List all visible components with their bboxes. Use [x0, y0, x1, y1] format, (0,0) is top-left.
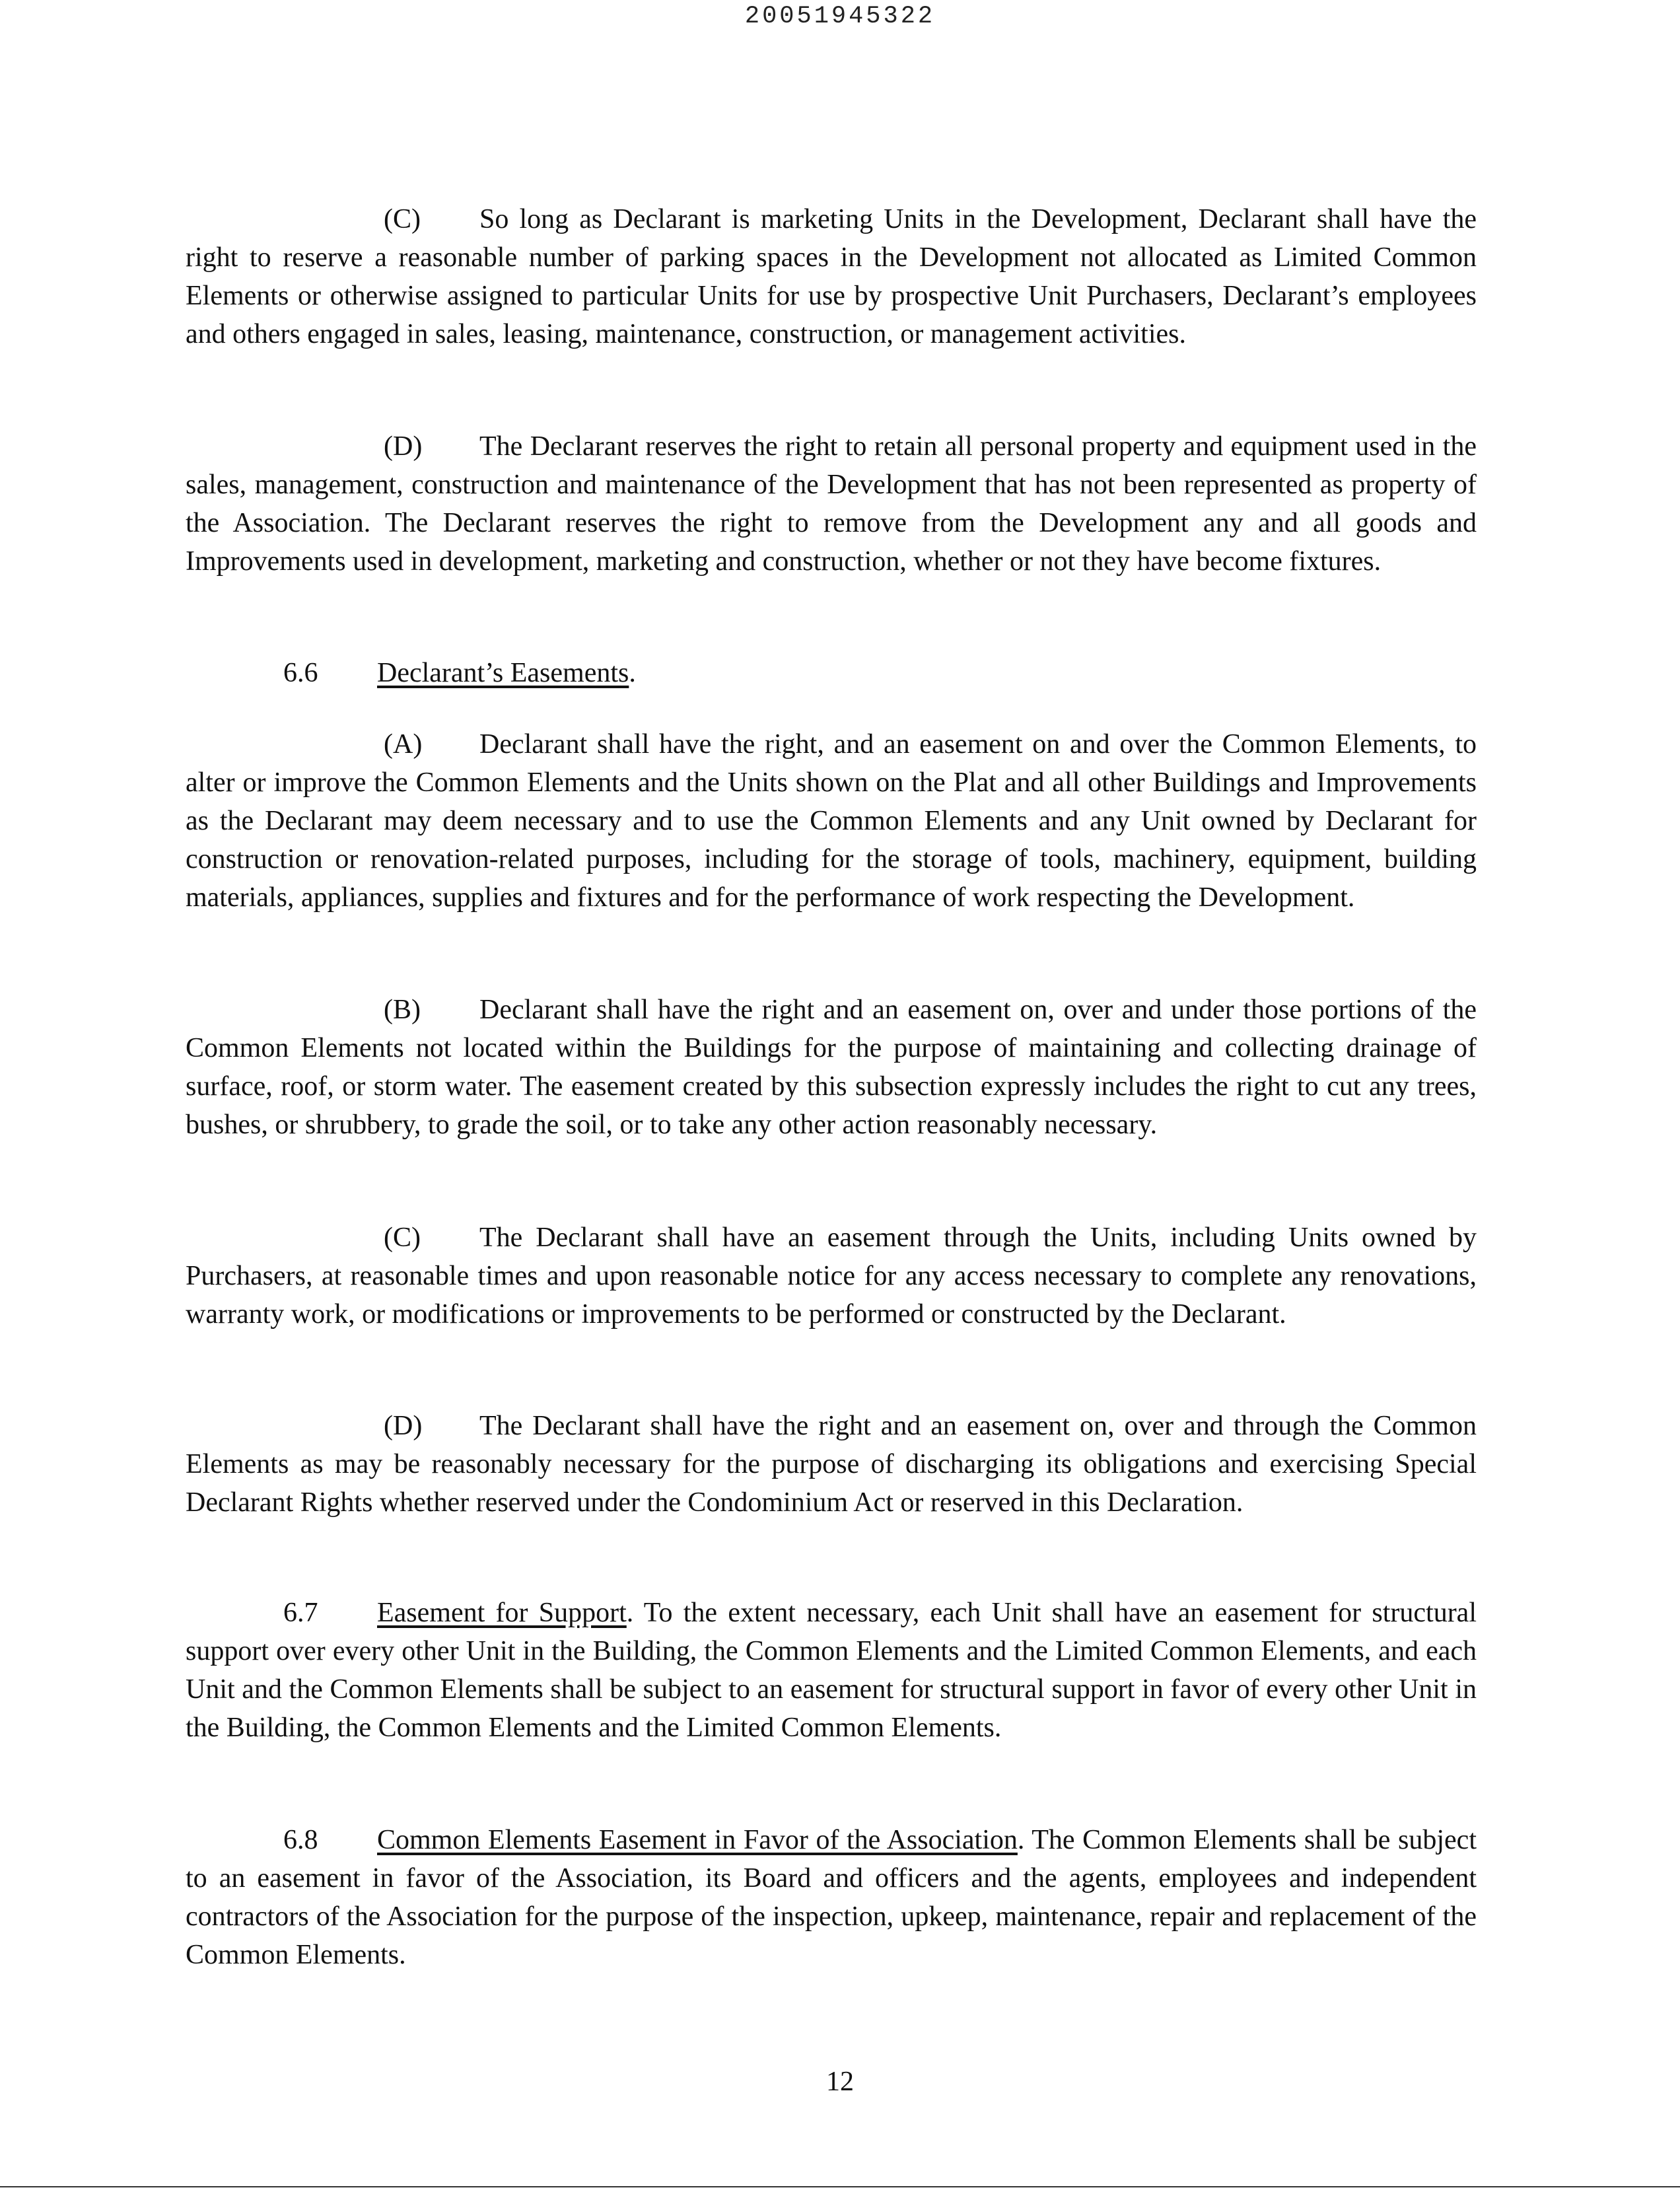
subsection-6-6-b	[186, 991, 1477, 1144]
section-number: 6.7	[283, 1598, 318, 1628]
section-6-7	[186, 1594, 1477, 1747]
paragraph-text: The Declarant reserves the right to retain all personal property and equipment used in the sales, management, construction and maintenance of the Development that has not been represented as property of the Association. The Declarant reserves the right to remove from the Development any and all goods and Improvements used in development, marketing and construction, whether or not they have become fixtures.	[186, 431, 1477, 577]
subsection-label: (D)	[384, 1411, 423, 1441]
section-text: . To the extent necessary, each Unit shall have an easement for structural support over every other Unit in the Building, the Common Elements and the Limited Common Elements, and each Unit and the Common Elements shall be subject to an easement for structural support in favor of every other Unit in the Building, the Common Elements and the Limited Common Elements.	[186, 1598, 1477, 1743]
page-number: 12	[826, 2067, 854, 2097]
section-text: . The Common Elements shall be subject to an easement in favor of the Association, its Board and officers and the agents, employees and independent contractors of the Association for the purpose of the inspection, upkeep, maintenance, repair and replacement of the Common Elements.	[186, 1825, 1477, 1970]
section-title: Declarant’s Easements	[377, 658, 629, 688]
subsection-text: The Declarant shall have the right and an easement on, over and through the Common Elements as may be reasonably necessary for the purpose of discharging its obligations and exercising Special Declarant Rights whether reserved under the Condominium Act or reserved in this Declaration.	[186, 1411, 1477, 1518]
subsection-label: (A)	[384, 729, 423, 760]
paragraph-c-parking	[186, 200, 1477, 353]
subsection-text: The Declarant shall have an easement through the Units, including Units owned by Purchasers, at reasonable times and upon reasonable notice for any access necessary to complete any renovations, warranty work, or modifications or improvements to be performed or constructed by the Declarant.	[186, 1223, 1477, 1329]
subsection-text: Declarant shall have the right, and an easement on and over the Common Elements, to alter or improve the Common Elements and the Units shown on the Plat and all other Buildings and Improvements as the Declarant may deem necessary and to use the Common Elements and any Unit owned by Declarant for construction or renovation-related purposes, including for the storage of tools, machinery, equipment, building materials, appliances, supplies and fixtures and for the performance of work respecting the Development.	[186, 729, 1477, 913]
document-number: 20051945322	[744, 3, 936, 30]
footer-rule	[0, 2186, 1680, 2187]
paragraph-label: (D)	[384, 431, 423, 462]
section-title: Easement for Support	[377, 1598, 627, 1628]
section-title: Common Elements Easement in Favor of the Association	[377, 1825, 1018, 1855]
section-6-8	[186, 1821, 1477, 1974]
section-6-6-heading	[186, 654, 1477, 692]
section-number: 6.6	[283, 658, 318, 688]
paragraph-text: So long as Declarant is marketing Units in the Development, Declarant shall have the right to reserve a reasonable number of parking spaces in the Development not allocated as Limited Common Elements or otherwise assigned to particular Units for use by prospective Unit Purchasers, Declarant’s employees and others engaged in sales, leasing, maintenance, construction, or management activities.	[186, 204, 1477, 349]
subsection-6-6-a	[186, 725, 1477, 917]
section-title-punct: .	[629, 658, 636, 688]
subsection-label: (B)	[384, 995, 421, 1025]
subsection-label: (C)	[384, 1223, 421, 1253]
paragraph-d-personal-property	[186, 427, 1477, 581]
section-number: 6.8	[283, 1825, 318, 1855]
paragraph-label: (C)	[384, 204, 421, 234]
subsection-6-6-d	[186, 1407, 1477, 1522]
subsection-text: Declarant shall have the right and an easement on, over and under those portions of the Common Elements not located within the Buildings for the purpose of maintaining and collecting drainage of surface, roof, or storm water. The easement created by this subsection expressly includes the right to cut any trees, bushes, or shrubbery, to grade the soil, or to take any other action reasonably necessary.	[186, 995, 1477, 1140]
subsection-6-6-c	[186, 1219, 1477, 1333]
